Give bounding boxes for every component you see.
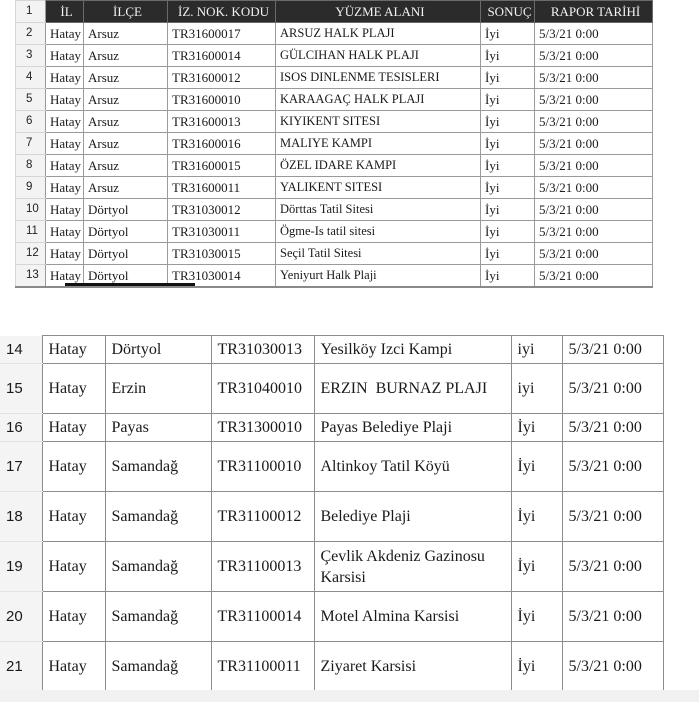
- cell-sonuc[interactable]: İyi: [511, 492, 562, 542]
- cell-alan[interactable]: ÖZEL IDARE KAMPI: [276, 155, 481, 177]
- column-header-il[interactable]: İL: [46, 1, 84, 23]
- cell-tarih[interactable]: 5/3/21 0:00: [535, 265, 653, 288]
- cell-alan[interactable]: GÜLCIHAN HALK PLAJI: [276, 45, 481, 67]
- cell-kod[interactable]: TR31600014: [168, 45, 276, 67]
- row-number[interactable]: 5: [16, 89, 46, 111]
- table-row: [16, 155, 653, 177]
- cell-kod[interactable]: TR31030013: [211, 336, 314, 364]
- row-number[interactable]: 10: [16, 199, 46, 221]
- cell-ilce[interactable]: Dörtyol: [84, 243, 168, 265]
- header-row: [16, 1, 653, 23]
- cell-tarih[interactable]: 5/3/21 0:00: [562, 336, 663, 364]
- cell-ilce[interactable]: Arsuz: [84, 133, 168, 155]
- cell-ilce[interactable]: Arsuz: [84, 89, 168, 111]
- cell-kod[interactable]: TR31100013: [211, 542, 314, 592]
- cell-sonuc[interactable]: İyi: [511, 442, 562, 492]
- cell-sonuc[interactable]: iyi: [511, 364, 562, 414]
- cell-tarih[interactable]: 5/3/21 0:00: [535, 221, 653, 243]
- cell-tarih[interactable]: 5/3/21 0:00: [535, 45, 653, 67]
- cell-tarih[interactable]: 5/3/21 0:00: [562, 592, 663, 642]
- row-number[interactable]: 12: [16, 243, 46, 265]
- cell-kod[interactable]: TR31600011: [168, 177, 276, 199]
- cell-tarih[interactable]: 5/3/21 0:00: [535, 89, 653, 111]
- cell-sonuc[interactable]: İyi: [481, 155, 535, 177]
- cell-ilce[interactable]: Dörtyol: [84, 221, 168, 243]
- column-header-tarih[interactable]: RAPOR TARİHİ: [535, 1, 653, 23]
- cell-kod[interactable]: TR31600016: [168, 133, 276, 155]
- cell-ilce[interactable]: Arsuz: [84, 111, 168, 133]
- cell-il[interactable]: Hatay: [46, 265, 84, 288]
- row-number[interactable]: 19: [0, 542, 42, 592]
- cell-il[interactable]: Hatay: [46, 199, 84, 221]
- cell-alan[interactable]: Ziyaret Karsisi: [314, 642, 511, 692]
- cell-il[interactable]: Hatay: [46, 243, 84, 265]
- cell-ilce[interactable]: Dörtyol: [84, 199, 168, 221]
- cell-tarih[interactable]: 5/3/21 0:00: [562, 642, 663, 692]
- cell-kod[interactable]: TR31300010: [211, 414, 314, 442]
- cell-ilce[interactable]: Dörtyol: [84, 265, 168, 288]
- cell-alan[interactable]: Motel Almina Karsisi: [314, 592, 511, 642]
- cell-tarih[interactable]: 5/3/21 0:00: [535, 23, 653, 45]
- cell-ilce[interactable]: Arsuz: [84, 67, 168, 89]
- cell-kod[interactable]: TR31100011: [211, 642, 314, 692]
- cell-alan[interactable]: Yesilköy Izci Kampi: [314, 336, 511, 364]
- cell-kod[interactable]: TR31100014: [211, 592, 314, 642]
- cell-ilce[interactable]: Samandağ: [105, 642, 211, 692]
- row-number[interactable]: 20: [0, 592, 42, 642]
- cell-sonuc[interactable]: İyi: [481, 45, 535, 67]
- cell-sonuc[interactable]: iyi: [511, 336, 562, 364]
- table-row: [16, 199, 653, 221]
- cell-kod[interactable]: TR31600012: [168, 67, 276, 89]
- cell-kod[interactable]: TR31030015: [168, 243, 276, 265]
- cell-sonuc[interactable]: İyi: [481, 23, 535, 45]
- cell-il[interactable]: Hatay: [42, 364, 105, 414]
- row-number[interactable]: 8: [16, 155, 46, 177]
- scroll-indicator[interactable]: [65, 283, 195, 286]
- table-row: [16, 243, 653, 265]
- cell-sonuc[interactable]: İyi: [481, 221, 535, 243]
- table-row: [16, 45, 653, 67]
- cell-kod[interactable]: TR31600015: [168, 155, 276, 177]
- cell-kod[interactable]: TR31600017: [168, 23, 276, 45]
- cell-sonuc[interactable]: İyi: [481, 243, 535, 265]
- cell-ilce[interactable]: Samandağ: [105, 542, 211, 592]
- row-number[interactable]: 9: [16, 177, 46, 199]
- cell-kod[interactable]: TR31100012: [211, 492, 314, 542]
- cell-tarih[interactable]: 5/3/21 0:00: [562, 542, 663, 592]
- cell-ilce[interactable]: Arsuz: [84, 177, 168, 199]
- cell-ilce[interactable]: Samandağ: [105, 592, 211, 642]
- beach-report-table-top: [15, 0, 653, 288]
- cell-alan[interactable]: YALIKENT SITESI: [276, 177, 481, 199]
- cell-tarih[interactable]: 5/3/21 0:00: [535, 243, 653, 265]
- cell-alan[interactable]: KIYIKENT SITESI: [276, 111, 481, 133]
- row-number[interactable]: 16: [0, 414, 42, 442]
- table-row: [16, 89, 653, 111]
- cell-alan[interactable]: ARSUZ HALK PLAJI: [276, 23, 481, 45]
- cell-il[interactable]: Hatay: [42, 492, 105, 542]
- table-row: [0, 442, 663, 492]
- cell-il[interactable]: Hatay: [46, 133, 84, 155]
- cell-ilce[interactable]: Samandağ: [105, 492, 211, 542]
- cell-alan[interactable]: ISOS DINLENME TESISLERI: [276, 67, 481, 89]
- row-number[interactable]: 17: [0, 442, 42, 492]
- row-number[interactable]: 1: [16, 1, 46, 23]
- cell-kod[interactable]: TR31030011: [168, 221, 276, 243]
- table-row: [16, 23, 653, 45]
- table-row: [0, 364, 663, 414]
- cell-sonuc[interactable]: İyi: [481, 133, 535, 155]
- column-header-sonuc[interactable]: SONUÇ: [481, 1, 535, 23]
- table-row: [0, 336, 663, 364]
- cell-alan[interactable]: Yeniyurt Halk Plaji: [276, 265, 481, 288]
- cell-sonuc[interactable]: İyi: [511, 542, 562, 592]
- cell-kod[interactable]: TR31600010: [168, 89, 276, 111]
- cell-il[interactable]: Hatay: [42, 542, 105, 592]
- cell-ilce[interactable]: Arsuz: [84, 155, 168, 177]
- cell-tarih[interactable]: 5/3/21 0:00: [535, 111, 653, 133]
- cell-ilce[interactable]: Arsuz: [84, 23, 168, 45]
- cell-sonuc[interactable]: İyi: [481, 265, 535, 288]
- row-number[interactable]: 2: [16, 23, 46, 45]
- footer-strip: [0, 690, 699, 702]
- cell-alan[interactable]: Altinkoy Tatil Köyü: [314, 442, 511, 492]
- row-number[interactable]: 15: [0, 364, 42, 414]
- table-row: [16, 221, 653, 243]
- cell-sonuc[interactable]: İyi: [481, 111, 535, 133]
- cell-sonuc[interactable]: İyi: [511, 592, 562, 642]
- cell-alan[interactable]: MALIYE KAMPI: [276, 133, 481, 155]
- cell-il[interactable]: Hatay: [46, 111, 84, 133]
- cell-ilce[interactable]: Samandağ: [105, 442, 211, 492]
- table-row: [0, 414, 663, 442]
- cell-kod[interactable]: TR31600013: [168, 111, 276, 133]
- row-number[interactable]: 21: [0, 642, 42, 692]
- row-number[interactable]: 3: [16, 45, 46, 67]
- cell-alan[interactable]: Seçil Tatil Sitesi: [276, 243, 481, 265]
- cell-ilce[interactable]: Erzin: [105, 364, 211, 414]
- cell-tarih[interactable]: 5/3/21 0:00: [535, 67, 653, 89]
- column-header-alan[interactable]: YÜZME ALANI: [276, 1, 481, 23]
- cell-kod[interactable]: TR31100010: [211, 442, 314, 492]
- cell-il[interactable]: Hatay: [42, 414, 105, 442]
- row-number[interactable]: 11: [16, 221, 46, 243]
- cell-tarih[interactable]: 5/3/21 0:00: [535, 155, 653, 177]
- cell-ilce[interactable]: Payas: [105, 414, 211, 442]
- cell-il[interactable]: Hatay: [42, 336, 105, 364]
- cell-kod[interactable]: TR31030012: [168, 199, 276, 221]
- cell-alan[interactable]: Dörttas Tatil Sitesi: [276, 199, 481, 221]
- cell-il[interactable]: Hatay: [42, 592, 105, 642]
- cell-kod[interactable]: TR31040010: [211, 364, 314, 414]
- cell-il[interactable]: Hatay: [46, 155, 84, 177]
- row-number[interactable]: 14: [0, 336, 42, 364]
- cell-il[interactable]: Hatay: [46, 45, 84, 67]
- cell-tarih[interactable]: 5/3/21 0:00: [562, 364, 663, 414]
- cell-tarih[interactable]: 5/3/21 0:00: [562, 414, 663, 442]
- cell-tarih[interactable]: 5/3/21 0:00: [562, 492, 663, 542]
- cell-il[interactable]: Hatay: [46, 89, 84, 111]
- column-header-kod[interactable]: İZ. NOK. KODU: [168, 1, 276, 23]
- row-number[interactable]: 7: [16, 133, 46, 155]
- cell-ilce[interactable]: Dörtyol: [105, 336, 211, 364]
- table-row: [0, 592, 663, 642]
- table-row: [0, 642, 663, 692]
- cell-il[interactable]: Hatay: [42, 442, 105, 492]
- table-row: [16, 133, 653, 155]
- row-number[interactable]: 6: [16, 111, 46, 133]
- cell-alan[interactable]: Ögme-Is tatil sitesi: [276, 221, 481, 243]
- table-row: [0, 542, 663, 592]
- beach-report-table-bottom: [0, 335, 664, 691]
- table-row: [16, 111, 653, 133]
- row-number[interactable]: 4: [16, 67, 46, 89]
- cell-il[interactable]: Hatay: [46, 23, 84, 45]
- cell-il[interactable]: Hatay: [46, 221, 84, 243]
- table-row: [16, 177, 653, 199]
- cell-sonuc[interactable]: İyi: [481, 199, 535, 221]
- row-number[interactable]: 13: [16, 265, 46, 288]
- cell-alan[interactable]: Çevlik Akdeniz Gazinosu Karsisi: [314, 542, 511, 592]
- cell-il[interactable]: Hatay: [46, 67, 84, 89]
- table-row: [16, 67, 653, 89]
- cell-tarih[interactable]: 5/3/21 0:00: [535, 177, 653, 199]
- cell-il[interactable]: Hatay: [42, 642, 105, 692]
- cell-sonuc[interactable]: İyi: [511, 414, 562, 442]
- column-header-ilce[interactable]: İLÇE: [84, 1, 168, 23]
- cell-tarih[interactable]: 5/3/21 0:00: [535, 199, 653, 221]
- cell-sonuc[interactable]: İyi: [481, 177, 535, 199]
- cell-sonuc[interactable]: İyi: [481, 67, 535, 89]
- cell-ilce[interactable]: Arsuz: [84, 45, 168, 67]
- cell-alan[interactable]: ERZIN BURNAZ PLAJI: [314, 364, 511, 414]
- cell-il[interactable]: Hatay: [46, 177, 84, 199]
- cell-kod[interactable]: TR31030014: [168, 265, 276, 288]
- cell-alan[interactable]: Payas Belediye Plaji: [314, 414, 511, 442]
- cell-alan[interactable]: KARAAGAÇ HALK PLAJI: [276, 89, 481, 111]
- cell-alan[interactable]: Belediye Plaji: [314, 492, 511, 542]
- cell-sonuc[interactable]: İyi: [511, 642, 562, 692]
- cell-tarih[interactable]: 5/3/21 0:00: [562, 442, 663, 492]
- cell-tarih[interactable]: 5/3/21 0:00: [535, 133, 653, 155]
- table-row: [0, 492, 663, 542]
- row-number[interactable]: 18: [0, 492, 42, 542]
- cell-sonuc[interactable]: İyi: [481, 89, 535, 111]
